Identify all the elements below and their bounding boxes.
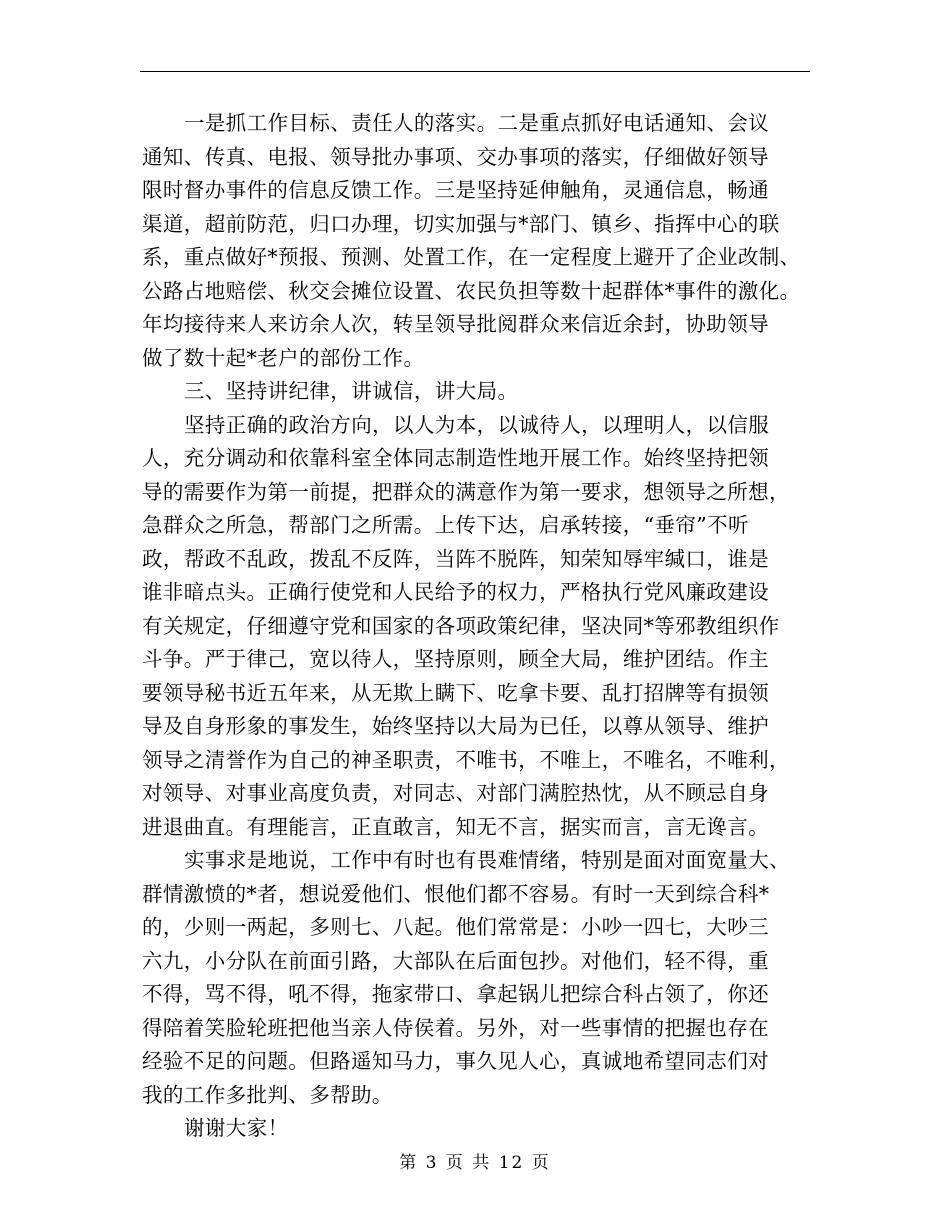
header-rule <box>140 71 810 72</box>
paragraph-line: 的，少则一两起，多则七、八起。他们常常是：小吵一四七，大吵三 <box>142 915 769 939</box>
paragraph-line: 人，充分调动和依靠科室全体同志制造性地开展工作。始终坚持把领 <box>142 446 769 470</box>
paragraph-line: 坚持正确的政治方向，以人为本，以诚待人，以理明人，以信服 <box>184 412 770 437</box>
page-number: 第 3 页 共 12 页 <box>399 1153 551 1173</box>
paragraph-line: 限时督办事件的信息反馈工作。三是坚持延伸触角，灵通信息，畅通 <box>142 178 769 202</box>
paragraph-line: 年均接待来人来访余人次，转呈领导批阅群众来信近余封，协助领导 <box>142 312 769 336</box>
paragraph-line: 有关规定，仔细遵守党和国家的各项政策纪律，坚决同*等邪教组织作 <box>142 613 780 638</box>
paragraph-line: 导的需要作为第一前提，把群众的满意作为第一要求，想领导之所想， <box>142 479 790 504</box>
paragraph-line: 我的工作多批判、多帮助。 <box>142 1082 393 1107</box>
paragraph-line: 斗争。严于律己，宽以待人，坚持原则，顾全大局，维护团结。作主 <box>142 647 769 671</box>
paragraph-line: 进退曲直。有理能言，正直敢言，知无不言，据实而言，言无谗言。 <box>142 814 769 839</box>
paragraph-line: 通知、传真、电报、领导批办事项、交办事项的落实，仔细做好领导 <box>142 144 769 169</box>
document-body <box>142 107 822 1146</box>
paragraph-line: 六九，小分队在前面引路，大部队在后面包抄。对他们，轻不得，重 <box>142 948 769 973</box>
paragraph-line: 谁非暗点头。正确行使党和人民给予的权力，严格执行党风廉政建设 <box>142 580 769 604</box>
paragraph-line: 对领导、对事业高度负责，对同志、对部门满腔热忱，从不顾忌自身 <box>142 781 769 805</box>
paragraph-line: 不得，骂不得，吼不得，拖家带口、拿起锅儿把综合科占领了，你还 <box>142 982 769 1006</box>
paragraph-line: 要领导秘书近五年来，从无欺上瞒下、吃拿卡要、乱打招牌等有损领 <box>142 680 769 705</box>
paragraph-line: 系，重点做好*预报、预测、处置工作，在一定程度上避开了企业改制、 <box>142 245 801 269</box>
section-heading: 三、坚持讲纪律，讲诚信，讲大局。 <box>184 379 519 403</box>
paragraph-line: 群情激愤的*者，想说爱他们、恨他们都不容易。有时一天到综合科* <box>142 881 770 906</box>
closing-line: 谢谢大家！ <box>184 1116 289 1140</box>
paragraph-line: 政，帮政不乱政，拨乱不反阵，当阵不脱阵，知荣知辱牢缄口，谁是 <box>142 546 769 571</box>
paragraph-line: 经验不足的问题。但路遥知马力，事久见人心，真诚地希望同志们对 <box>142 1049 769 1073</box>
paragraph-line: 公路占地赔偿、秋交会摊位设置、农民负担等数十起群体*事件的激化。 <box>142 278 801 303</box>
paragraph-line: 领导之清誉作为自己的神圣职责，不唯书，不唯上，不唯名，不唯利， <box>142 747 790 772</box>
paragraph-line: 实事求是地说，工作中有时也有畏难情绪，特别是面对面宽量大、 <box>184 848 791 872</box>
paragraph-line: 得陪着笑脸轮班把他当亲人侍侯着。另外，对一些事情的把握也存在 <box>142 1015 769 1040</box>
paragraph-line: 渠道，超前防范，归口办理，切实加强与*部门、镇乡、指挥中心的联 <box>142 211 780 236</box>
paragraph-line: 做了数十起*老户的部份工作。 <box>142 345 425 370</box>
paragraph-line: 急群众之所急，帮部门之所需。上传下达，启承转接，“垂帘”不听 <box>142 513 749 537</box>
paragraph-line: 一是抓工作目标、责任人的落实。二是重点抓好电话通知、会议 <box>184 111 770 135</box>
paragraph-line: 导及自身形象的事发生，始终坚持以大局为已任，以尊从领导、维护 <box>142 714 769 738</box>
